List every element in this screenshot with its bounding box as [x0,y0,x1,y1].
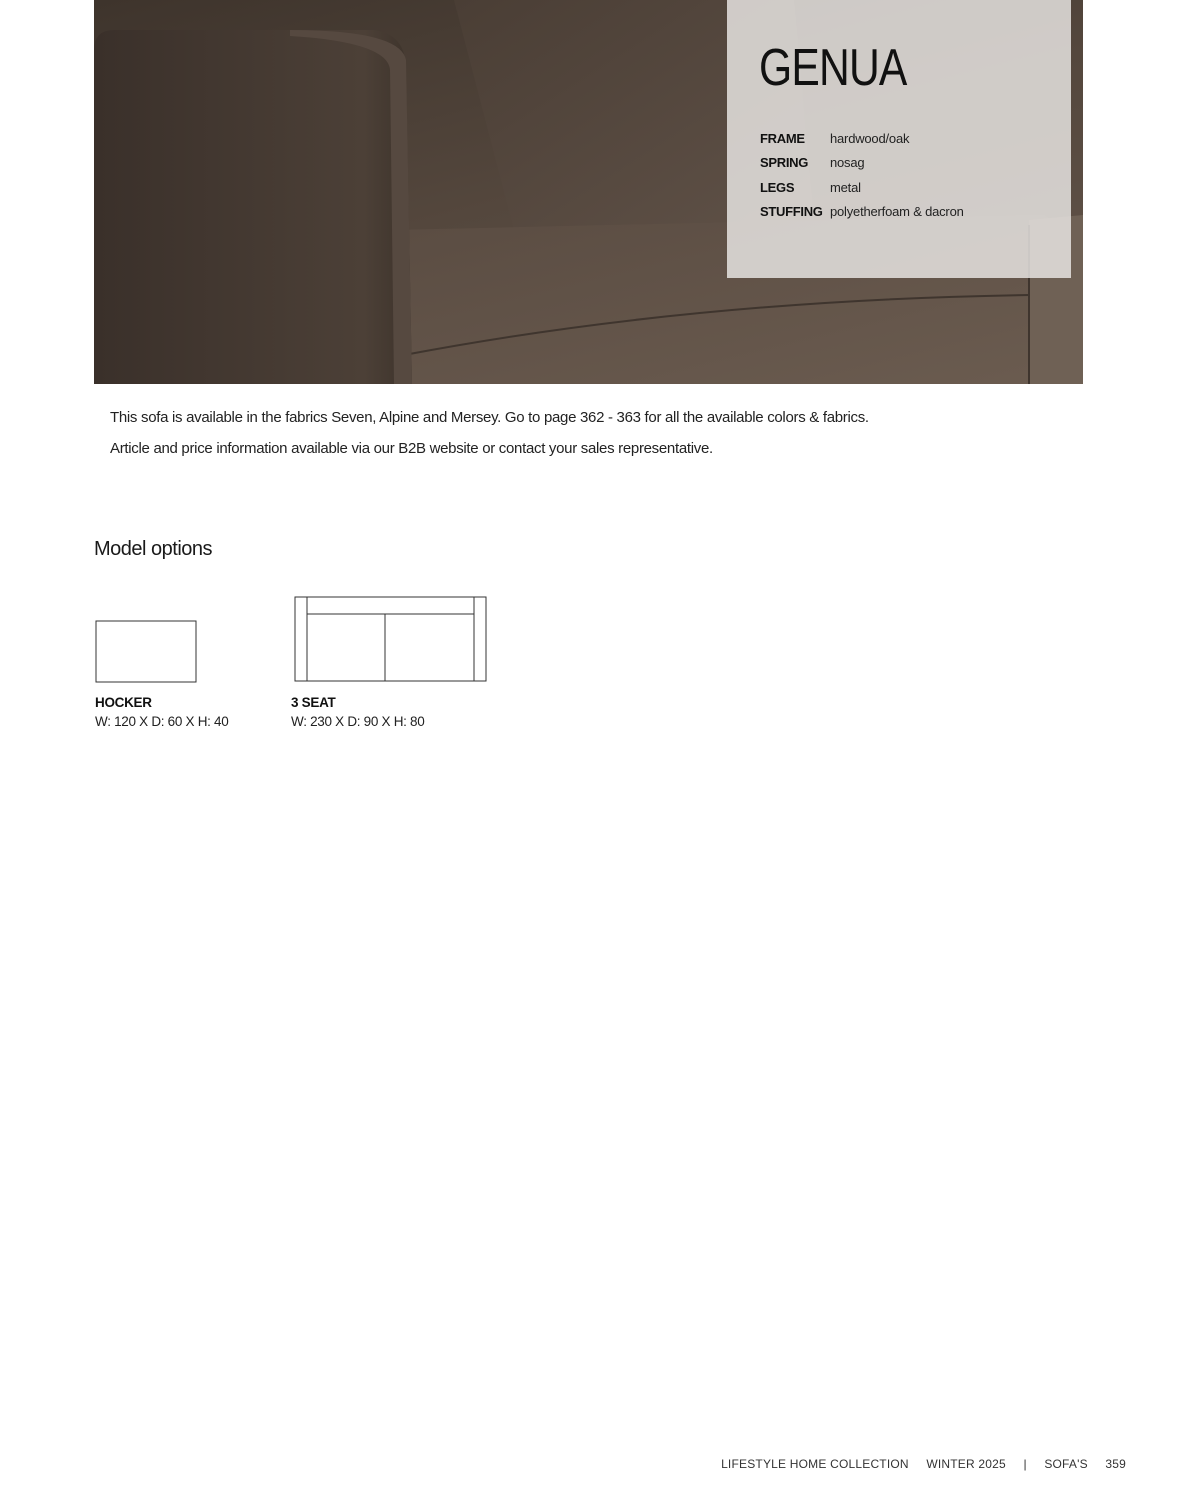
spec-row-legs [760,175,964,200]
spec-value: nosag [830,155,865,171]
page-number: 359 [1105,1457,1126,1471]
spec-value: metal [830,179,861,195]
three-seat-diagram [294,596,488,683]
footer-category: SOFA'S [1044,1457,1088,1471]
hocker-diagram [95,620,198,684]
spec-label: FRAME [760,130,805,146]
description-line-b2b: Article and price information available via our B2B website or contact your sales representative. [110,440,713,457]
footer-collection: LIFESTYLE HOME COLLECTION [721,1457,909,1471]
spec-row-frame [760,126,964,151]
product-description [110,402,869,464]
spec-value: polyetherfoam & dacron [830,204,964,220]
spec-row-spring [760,151,964,176]
spec-label: STUFFING [760,204,823,220]
model-name-3-seat: 3 SEAT [291,695,336,710]
spec-label: SPRING [760,155,809,171]
spec-label: LEGS [760,179,795,195]
spec-value: hardwood/oak [830,130,910,146]
description-line-fabrics: This sofa is available in the fabrics Seven, Alpine and Mersey. Go to page 362 - 363 for all the available colors & fabrics. [110,409,869,426]
page-footer [721,1457,1126,1471]
model-dims-3-seat: W: 230 X D: 90 X H: 80 [291,714,425,729]
footer-season: WINTER 2025 [926,1457,1006,1471]
model-name-hocker: HOCKER [95,695,152,710]
footer-separator: | [1023,1457,1027,1471]
spec-table [760,126,964,224]
product-title: GENUA [759,39,907,97]
model-dims-hocker: W: 120 X D: 60 X H: 40 [95,714,229,729]
model-options-heading: Model options [94,538,213,560]
spec-row-stuffing [760,200,964,225]
